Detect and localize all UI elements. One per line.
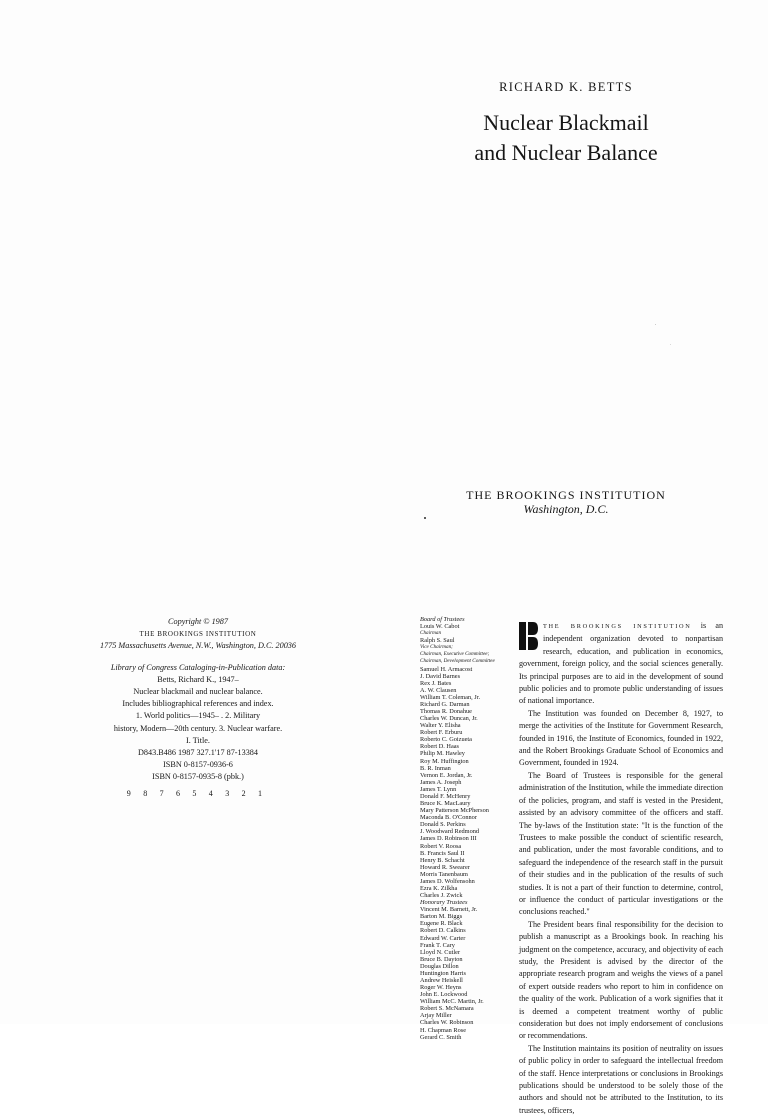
trustee-name: A. W. Clausen [420, 686, 457, 694]
trustee-heading: Board of Trustees [420, 616, 465, 623]
trustee-name: B. Francis Saul II [420, 849, 465, 857]
book-title [410, 108, 722, 168]
trustee-name: Robert F. Erburu [420, 729, 463, 737]
copyright-line: 1775 Massachusetts Avenue, N.W., Washington, D.C. 20036 [100, 641, 296, 651]
statement-paragraph: The Institution maintains its position of neutrality on issues of public policy in order to safeguard the intellectual freedom of the staff. Hence interpretations or conclusions in Brookings publications should be understood to be solely those of the authors and should not be attributed to the Institution, to its trustees, officers, [519, 1043, 723, 1115]
trustee-name: Samuel H. Armacost [420, 665, 473, 673]
trustee-name: Walter Y. Elisha [420, 722, 461, 730]
brookings-statement [519, 620, 723, 1117]
trustee-name: Robert D. Calkins [420, 927, 466, 935]
trustee-name: Roy M. Huffington [420, 757, 469, 765]
trustee-name: Donald S. Perkins [420, 821, 466, 829]
statement-paragraph: The President bears final responsibility for the decision to publish a manuscript as a Brookings book. In reaching his judgment on the competence, accuracy, and objectivity of each study, the President is advised by the director of the appropriate research program and weighs the views of a panel of expert outside readers who report to him in confidence on the quality of the work. Publication of a work signifies that it is deemed a competent treatment worthy of public consideration but does not imply endorsement of conclusions or recommendations. [519, 919, 723, 1041]
trustee-name: Lloyd N. Cutler [420, 948, 461, 956]
trustee-name: Robert S. McNamara [420, 1005, 474, 1013]
publisher-name: THE BROOKINGS INSTITUTION [466, 488, 666, 502]
statement-paragraph: The Institution was founded on December 8, 1927, to merge the activities of the Institute for Government Research, founded in 1916, the Institute of Economics, founded in 1922, and the Robert Brookings Graduate School of Economics and Government, founded in 1924. [519, 708, 723, 768]
trustee-name: Ralph S. Saul [420, 637, 455, 645]
trustee-name: Ezra K. Zilkha [420, 884, 458, 892]
trustee-name: J. David Barnes [420, 672, 461, 680]
trustee-name: J. Woodward Redmond [420, 828, 480, 836]
trustee-name: Robert D. Haas [420, 743, 459, 751]
trustee-name: Bruce K. MacLaury [420, 800, 471, 808]
author-name: RICHARD K. BETTS [499, 80, 633, 94]
copyright-line: history, Modern—20th century. 3. Nuclear warfare. [113, 723, 283, 733]
trustee-name: Andrew Heiskell [420, 976, 463, 984]
trustee-name: Vincent M. Barnett, Jr. [420, 906, 478, 914]
scan-speck [655, 324, 656, 325]
trustee-name: William T. Coleman, Jr. [420, 693, 481, 701]
trustee-name: Charles W. Robinson [420, 1019, 474, 1027]
trustee-name: John E. Lockwood [420, 991, 468, 999]
copyright-line: Library of Congress Cataloging-in-Publication data: [110, 662, 286, 672]
trustee-name: Barton M. Biggs [420, 913, 463, 921]
trustee-name: Charles J. Zwick [420, 892, 463, 900]
trustee-name: Donald F. McHenry [420, 792, 471, 800]
trustee-name: Roberto C. Goizueta [420, 736, 472, 744]
brookings-b-logo-icon [519, 622, 538, 650]
trustee-heading: Chairman [420, 630, 442, 637]
copyright-line: Betts, Richard K., 1947– [157, 674, 239, 684]
scan-speck [670, 344, 671, 345]
copyright-line: 1. World politics—1945– . 2. Military [135, 711, 261, 721]
trustee-name: Gerard C. Smith [420, 1033, 462, 1041]
trustee-name: Rex J. Bates [420, 679, 452, 687]
trustee-name: Douglas Dillon [420, 962, 459, 970]
copyright-line: THE BROOKINGS INSTITUTION [139, 630, 257, 639]
trustee-heading: Chairman, Development Committee [420, 658, 495, 665]
trustee-name: Robert V. Roosa [420, 842, 462, 850]
copyright-line: Includes bibliographical references and index. [122, 699, 274, 709]
trustee-name: Philip M. Hawley [420, 750, 465, 758]
trustee-name: Bruce B. Dayton [420, 955, 463, 963]
trustee-name: Maconda B. O'Connor [420, 814, 477, 822]
printing-line: 9 8 7 6 5 4 3 2 1 [126, 789, 268, 798]
statement-paragraph [519, 620, 723, 708]
statement-lead: THE BROOKINGS INSTITUTION [543, 623, 692, 630]
trustee-name: B. R. Inman [420, 764, 451, 772]
copyright-spacer [88, 653, 308, 662]
trustee-name: Frank T. Cary [420, 941, 455, 949]
trustee-name: Thomas R. Donahue [420, 708, 472, 716]
trustee-name: Edward W. Carter [420, 934, 466, 942]
trustee-name: James A. Joseph [420, 778, 462, 786]
book-title-line-2: and Nuclear Balance [474, 140, 658, 165]
trustee-heading: Chairman, Executive Committee; [420, 651, 490, 658]
book-title-line-1: Nuclear Blackmail [483, 110, 649, 135]
copyright-block [88, 616, 308, 784]
trustee-name: H. Chapman Rose [420, 1026, 466, 1034]
trustee-name: James D. Robinson III [420, 835, 477, 843]
trustee-list [420, 616, 516, 1041]
trustee-name: Morris Tanenbaum [420, 870, 468, 878]
trustee-name: Richard G. Darman [420, 700, 470, 708]
copyright-line: ISBN 0-8157-0935-8 (pbk.) [152, 772, 244, 782]
trustee-name: James T. Lynn [420, 785, 457, 793]
trustee-name: William McC. Martin, Jr. [420, 998, 484, 1006]
trustee-name: Charles W. Duncan, Jr. [420, 715, 478, 723]
statement-paragraph-1-text: is an independent organization devoted to nonpartisan research, education, and publication in economics, government, foreign policy, and the social sciences generally. Its principal purposes are to aid in the development of sound public policies and to promote public understanding of issues of national importance. [519, 621, 723, 706]
trustee-name: James D. Wolfensohn [420, 877, 475, 885]
trustee-name: Vernon E. Jordan, Jr. [420, 771, 473, 779]
scan-speck [424, 517, 426, 519]
trustee-heading: Honorary Trustees [420, 899, 468, 907]
copyright-line: Nuclear blackmail and nuclear balance. [133, 687, 263, 697]
trustee-name: Eugene R. Black [420, 920, 463, 928]
trustee-name: Huntington Harris [420, 969, 466, 977]
trustee-name: Henry B. Schacht [420, 856, 465, 864]
trustee-name: Roger W. Heyns [420, 984, 462, 992]
trustee-name: Arjay Miller [420, 1012, 452, 1020]
copyright-line: I. Title. [186, 735, 210, 745]
copyright-line: ISBN 0-8157-0936-6 [163, 760, 233, 770]
statement-paragraph: The Board of Trustees is responsible for the general administration of the Institution, while the immediate direction of the policies, program, and staff is vested in the President, assisted by an advisory committee of the officers and staff. The by-laws of the Institution state: "It is the function of the Trustees to make possible the conduct of scientific research, and publication, under the most favorable conditions, and to safeguard the independence of the research staff in the pursuit of their studies and in the publication of the results of such studies. It is not a part of their function to determine, control, or influence the conduct of particular investigations or the conclusions reached." [519, 770, 723, 917]
publisher-city: Washington, D.C. [523, 502, 609, 516]
copyright-line: Copyright © 1987 [168, 617, 228, 626]
trustee-name: Mary Patterson McPherson [420, 807, 489, 815]
copyright-line: D843.B486 1987 327.1'17 87-13384 [138, 748, 258, 758]
trustee-name: Howard R. Swearer [420, 863, 470, 871]
trustee-name: Louis W. Cabot [420, 623, 460, 631]
trustee-heading: Vice Chairman; [420, 644, 453, 651]
